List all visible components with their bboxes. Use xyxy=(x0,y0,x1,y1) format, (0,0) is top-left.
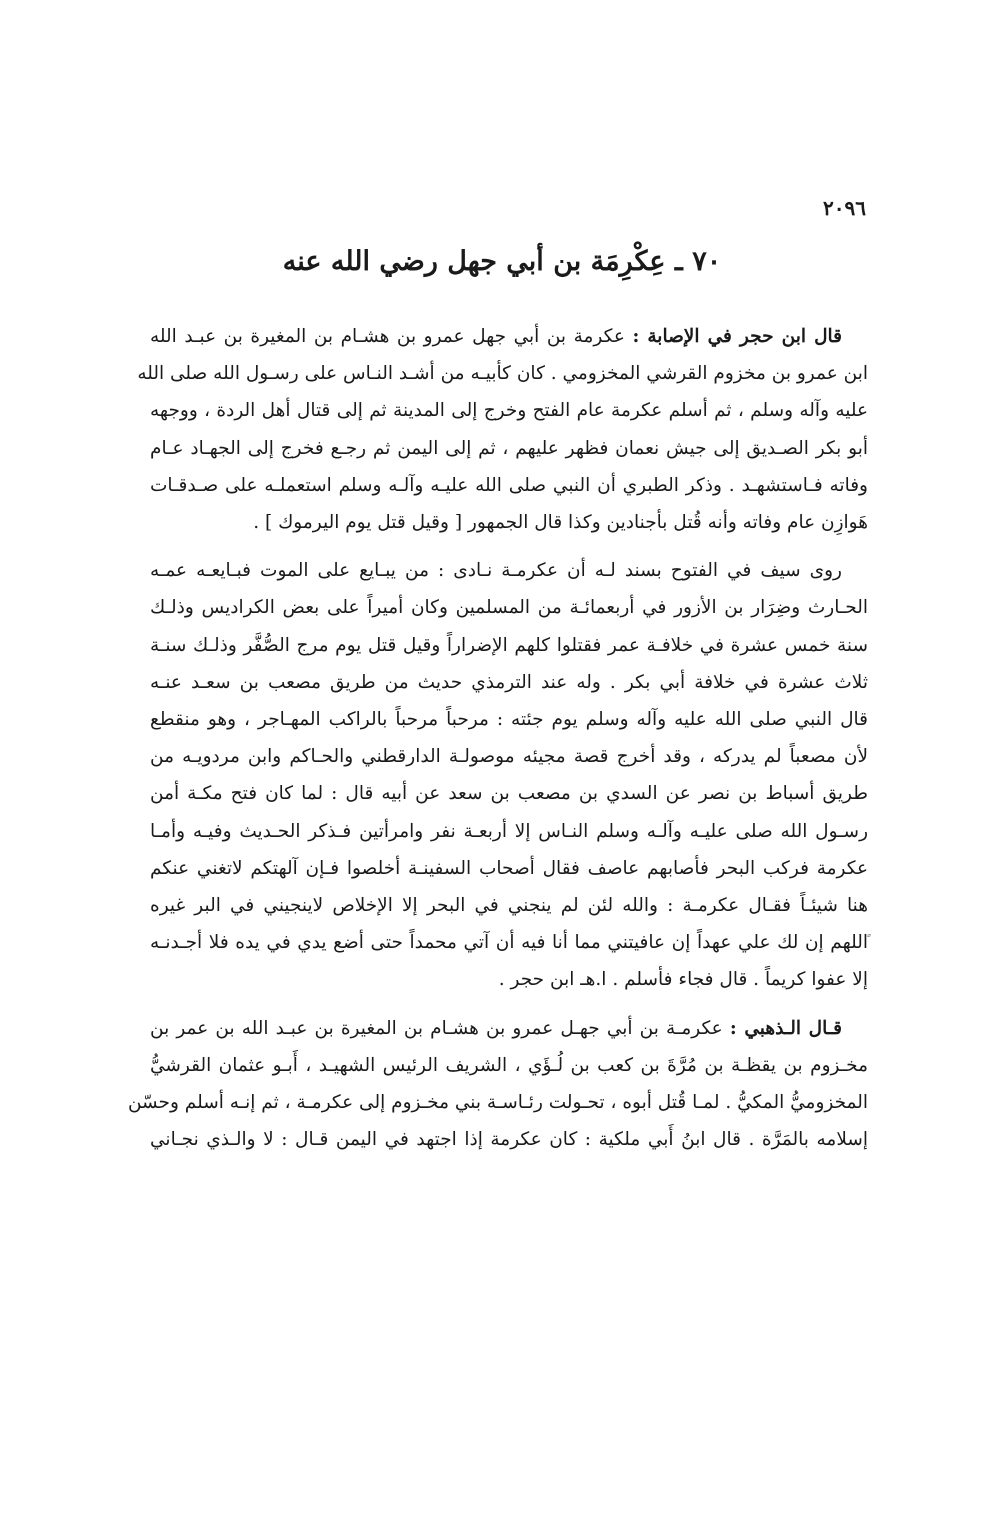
paragraph-ibn-hajar xyxy=(137,318,868,541)
line: لأن مصعباً لم يدركه ، وقد أخرج قصة مجيئه موصولـة الدارقطني والحـاكم وابن مردويـه من xyxy=(150,746,868,768)
line: هَوازِن عام وفاته وأنه قُتل بأجنادين وكذا قال الجمهور [ وقيل قتل يوم اليرموك ] . xyxy=(253,512,868,534)
line: أبو بكر الصـديق إلى جيش نعمان فظهر عليهم ، ثم إلى اليمن ثم رجـع فخرج إلى الجهـاد عـام xyxy=(150,437,868,459)
line: اللهم إن لك علي عهداً إن عافيتني مما أنا فيه أن آتي محمداً حتى أضع يدي في يده فلا أجـدنـه xyxy=(150,932,868,954)
line: عكرمة فركب البحر فأصابهم عاصف فقال أصحاب السفينـة أخلصوا فـإن آلهتكم لاتغني عنكم xyxy=(150,857,868,879)
line: إلا عفوا كريماً . قال فجاء فأسلم . ا.هـ ابن حجر . xyxy=(498,969,868,991)
page-number: ٢٠٩٦ xyxy=(823,196,866,220)
line: ابن عمرو بن مخزوم القرشي المخزومي . كان كأبيـه من أشـد النـاس على رسـول الله صلى الله xyxy=(137,363,868,385)
paragraph-dhahabi xyxy=(127,1010,868,1159)
line: الحـارث وضِرَار بن الأزور في أربعمائـة من المسلمين وكان أميراً على بعض الكراديس وذلـك xyxy=(150,597,868,619)
line: رسـول الله صلى عليـه وآلـه وسلم النـاس إلا أربعـة نفر وامرأتين فـذكر الحـديث وفيـه وأمـا xyxy=(150,820,868,842)
line: طريق أسباط بن نصر عن السدي بن مصعب بن سعد عن أبيه قال : لما كان فتح مكـة أمن xyxy=(150,783,868,805)
line: سنة خمس عشرة في خلافـة عمر فقتلوا كلهم الإضراراً وقيل قتل يوم مرج الصُّفَّر وذلـك سنـة xyxy=(150,634,868,656)
line: وفاته فـاستشهـد . وذكر الطبري أن النبي صلى الله عليـه وآلـه وسلم استعملـه على صـدقـات xyxy=(150,474,868,496)
line: إسلامه بالمَرَّة . قال ابنُ أَبي ملكية : كان عكرمة إذا اجتهد في اليمن قـال : لا والـذي نجـاني xyxy=(150,1129,868,1151)
line xyxy=(150,1010,868,1047)
line-text: عكرمـة بن أبي جهـل عمرو بن هشـام بن المغيرة بن عبـد الله بن عمر بن xyxy=(150,1017,723,1039)
paragraph-sayf xyxy=(150,552,868,998)
line-text: عكرمة بن أبي جهل عمرو بن هشـام بن المغيرة بن عبـد الله xyxy=(150,326,625,347)
page-title: ٧٠ ـ عِكْرِمَة بن أبي جهل رضي الله عنه xyxy=(282,246,722,277)
line: قال النبي صلى الله عليه وآله وسلم يوم جئته : مرحباً مرحباً بالراكب المهـاجر ، وهو منقطع xyxy=(150,709,868,731)
line: ثلاث عشرة في خلافة أبي بكر . وله عند الترمذي حديث من طريق مصعب بن سعـد عنـه xyxy=(150,671,868,693)
paragraph-lead: قـال الـذهبي : xyxy=(729,1017,842,1039)
line: مخـزوم بن يقظـة بن مُرَّةَ بن كعب بن لُـؤَي ، الشريف الرئيس الشهيـد ، أَبـو عثمان القرشيُّ xyxy=(150,1054,868,1076)
line: روى سيف في الفتوح بسند لـه أن عكرمـة نـادى : من يبـايع على الموت فبـايعـه عمـه xyxy=(150,560,842,582)
line: عليه وآله وسلم ، ثم أسلم عكرمة عام الفتح وخرج إلى المدينة ثم إلى قتال أهل الردة ، ووجهه xyxy=(150,400,868,422)
paragraph-lead: قال ابن حجر في الإصابة : xyxy=(632,326,843,347)
line: هنا شيئـاً فقـال عكرمـة : والله لئن لم ينجني في البحر إلا الإخلاص لاينجيني في البر غيره xyxy=(150,895,868,917)
line xyxy=(150,318,868,355)
body-text xyxy=(127,318,868,1169)
line: المخزوميُّ المكيُّ . لمـا قُتل أبوه ، تحـولت رئـاسـة بني مخـزوم إلى عكرمـة ، ثم إنـه أسلم وحسّن xyxy=(127,1092,868,1114)
